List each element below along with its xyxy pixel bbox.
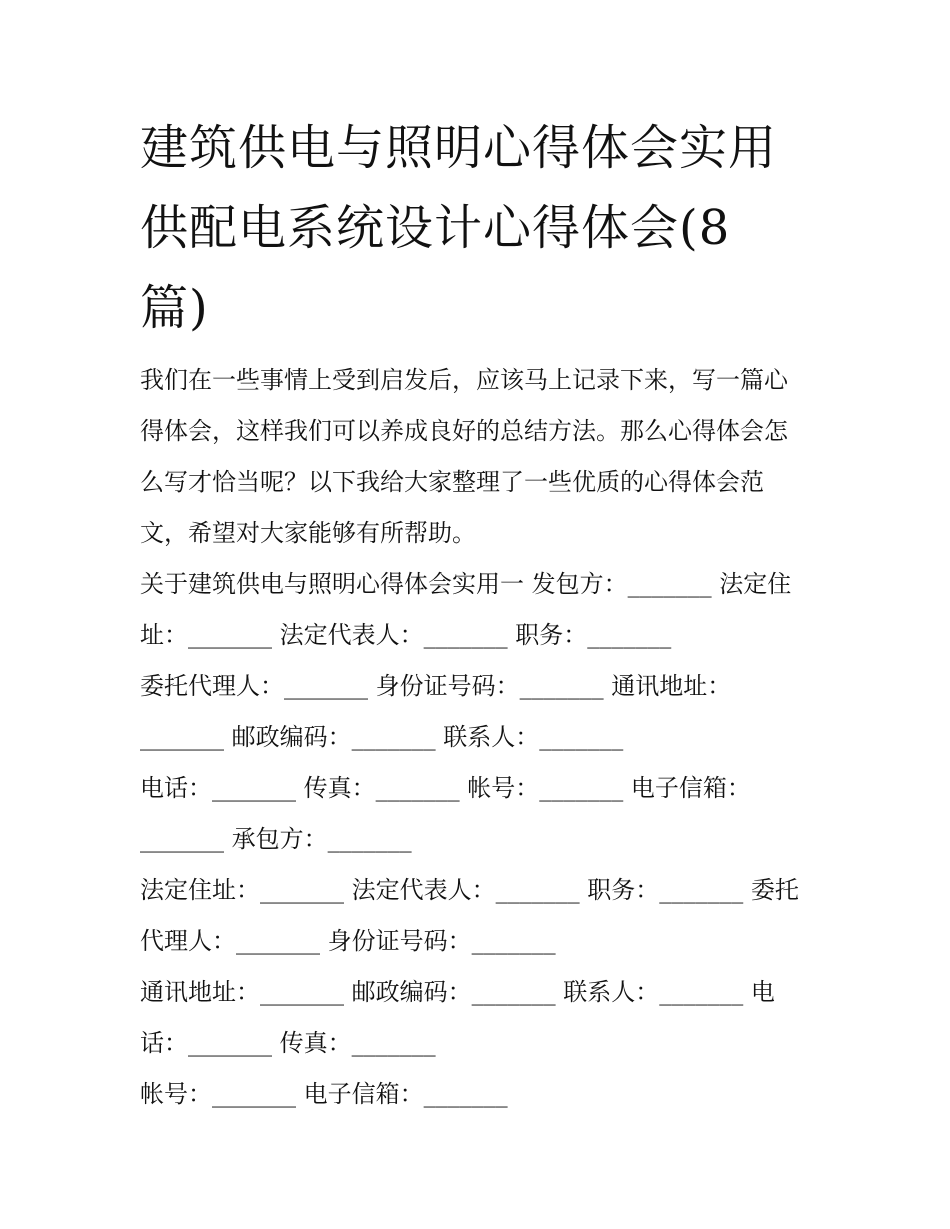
- body-line: 文，希望对大家能够有所帮助。: [140, 519, 476, 547]
- body-line: _______ 承包方：_______: [140, 825, 412, 853]
- body-line: 电话：_______ 传真：_______ 帐号：_______ 电子信箱：: [140, 774, 751, 802]
- body-line: 帐号：_______ 电子信箱：_______: [140, 1080, 508, 1108]
- document-body: [140, 355, 820, 1120]
- body-line: 我们在一些事情上受到启发后，应该马上记录下来，写一篇心: [140, 366, 788, 394]
- title-line-2: 供配电系统设计心得体会(8: [140, 200, 731, 256]
- body-line: 代理人：_______ 身份证号码：_______: [140, 927, 556, 955]
- body-line: 得体会，这样我们可以养成良好的总结方法。那么心得体会怎: [140, 417, 788, 445]
- title-line-1: 建筑供电与照明心得体会实用: [140, 120, 778, 176]
- body-line: 法定住址：_______ 法定代表人：_______ 职务：_______ 委托: [140, 876, 799, 904]
- body-line: 通讯地址：_______ 邮政编码：_______ 联系人：_______ 电: [140, 978, 775, 1006]
- body-line: 话：_______ 传真：_______: [140, 1029, 436, 1057]
- body-line: _______ 邮政编码：_______ 联系人：_______: [140, 723, 624, 751]
- body-line: 址：_______ 法定代表人：_______ 职务：_______: [140, 621, 672, 649]
- body-line: 关于建筑供电与照明心得体会实用一 发包方：_______ 法定住: [140, 570, 792, 598]
- document-title: [140, 108, 820, 348]
- title-line-3: 篇): [140, 280, 209, 336]
- body-line: 么写才恰当呢？以下我给大家整理了一些优质的心得体会范: [140, 468, 764, 496]
- body-line: 委托代理人：_______ 身份证号码：_______ 通讯地址：: [140, 672, 732, 700]
